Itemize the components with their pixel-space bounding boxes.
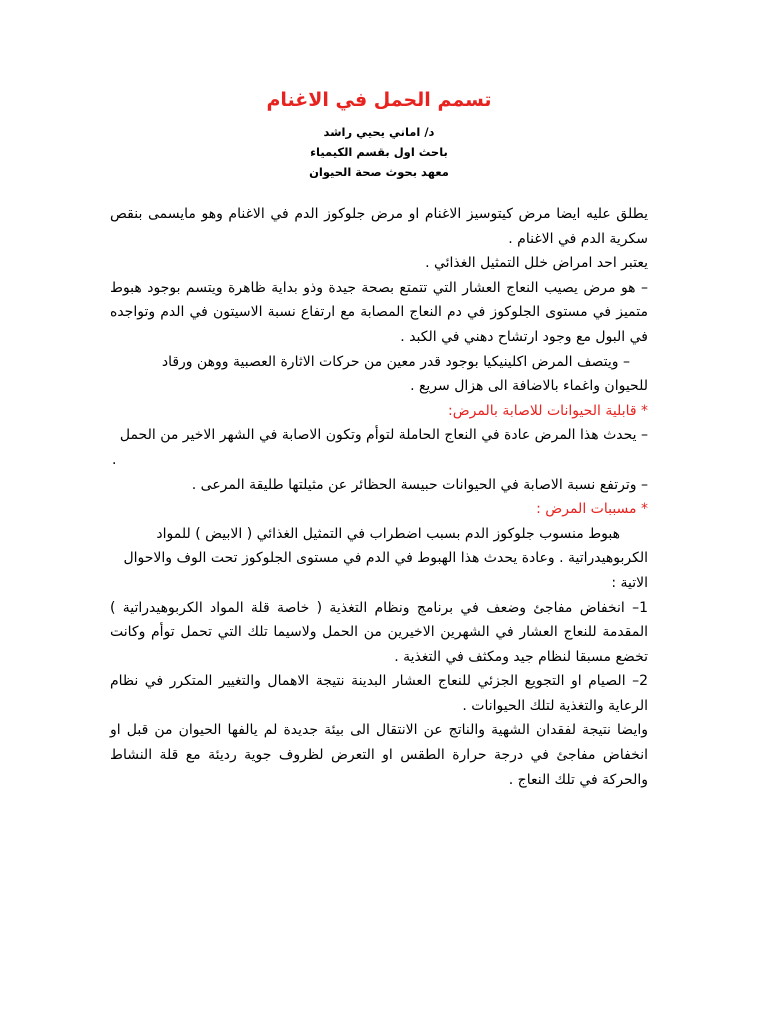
paragraph-twins: – يحدث هذا المرض عادة في النعاج الحاملة لتوأم وتكون الاصابة في الشهر الاخير من الحمل <box>119 427 648 444</box>
author-institute: معهد بحوث صحة الحيوان <box>309 165 449 179</box>
paragraph-causes-line2: الكربوهيدراتية . وعادة يحدث هذا الهبوط في الدم في مستوى الجلوكوز تحت الوف والاحوال <box>123 550 648 567</box>
paragraph-classification: يعتبر احد امراض خلل التمثيل الغذائي . <box>425 255 648 272</box>
document-title: تسمم الحمل في الاغنام <box>266 89 492 111</box>
paragraph-clinical-line2: للحيوان واغماء بالاضافة الى هزال سريع . <box>410 378 648 395</box>
heading-susceptibility: * قابلية الحيوانات للاصابة بالمرض: <box>448 402 648 419</box>
paragraph-causes-line3: الاتية : <box>611 574 648 591</box>
heading-causes: * مسببات المرض : <box>536 501 648 518</box>
paragraph-other-causes: وايضا نتيجة لفقدان الشهية والناتج عن الانتقال الى بيئة جديدة لم يالفها الحيوان من قبل او انخفاض مفاجئ في درجة حرارة الطقس او التعرض لظروف جوية رديئة مع قلة النشاط والحركة في تلك النعاج . <box>110 722 648 788</box>
document-page <box>110 88 648 792</box>
paragraph-twins-dot: . <box>112 451 117 468</box>
paragraph-description: – هو مرض يصيب النعاج العشار التي تتمتع بصحة جيدة وذو بداية ظاهرة ويتسم بوجود هبوط متميز في مستوى الجلوكوز في دم النعاج المصابة مع ارتفاع نسبة الاسيتون في الدم وتواجده في البول مع وجود ارتشاح دهني في الكبد . <box>110 279 648 345</box>
author-position: باحث اول بقسم الكيمياء <box>310 145 448 159</box>
paragraph-cause-2: 2– الصيام او التجويع الجزئي للنعاج العشار البدينة نتيجة الاهمال والتغيير المتكرر في نظام الرعاية والتغذية لتلك الحيوانات . <box>110 673 648 714</box>
paragraph-clinical-line1: – ويتصف المرض اكلينيكيا بوجود قدر معين من حركات الاثارة العصبية ووهن ورقاد <box>161 353 630 370</box>
paragraph-cause-1: 1– انخفاض مفاجئ وضعف في برنامج ونظام التغذية ( خاصة قلة المواد الكربوهيدراتية ) المقدمة للنعاج العشار في الشهرين الاخيرين من الحمل ولاسيما تلك التي تحمل توأم وكانت تخضع مسبقا لنظام جيد ومكثف في التغذية . <box>110 599 648 665</box>
author-name: د/ اماني يحيي راشد <box>323 125 435 139</box>
document-body <box>110 202 648 792</box>
paragraph-definition: يطلق عليه ايضا مرض كيتوسيز الاغنام او مرض جلوكوز الدم في الاغنام وهو مايسمى بنقص سكرية الدم في الاغنام . <box>110 206 648 247</box>
paragraph-causes-line1: هبوط منسوب جلوكوز الدم بسبب اضطراب في التمثيل الغذائي ( الابيض ) للمواد <box>156 525 620 542</box>
paragraph-confined: – وترتفع نسبة الاصابة في الحيوانات حبيسة الحظائر عن مثيلتها طليقة المرعى . <box>191 476 648 493</box>
